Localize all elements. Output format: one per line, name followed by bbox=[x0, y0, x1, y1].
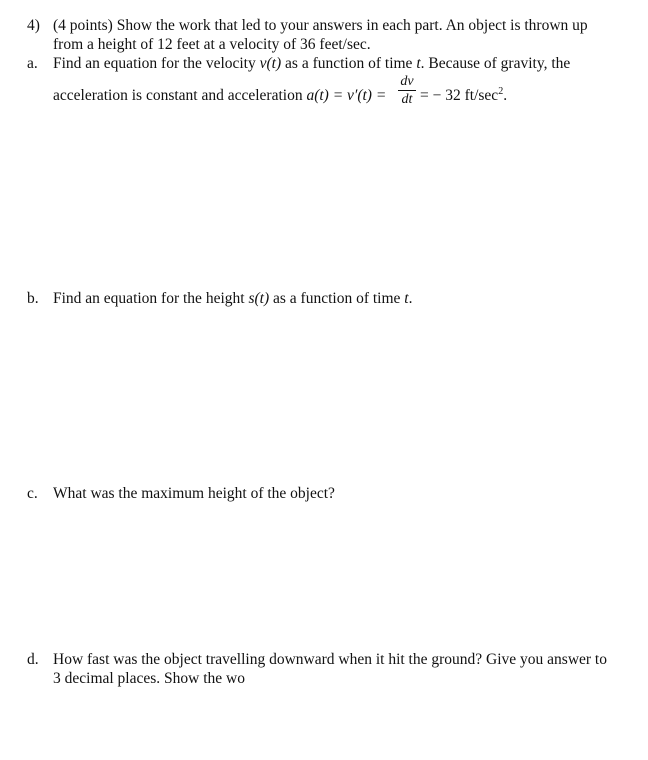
problem-intro-line2: from a height of 12 feet at a velocity of 36 feet/sec. bbox=[53, 36, 371, 53]
part-c-letter: c. bbox=[27, 485, 38, 502]
part-d-letter: d. bbox=[27, 651, 39, 668]
fraction-numerator: dv bbox=[400, 74, 414, 89]
problem-number: 4) bbox=[27, 17, 40, 34]
derivative-fraction bbox=[398, 74, 416, 107]
fraction-denominator: dt bbox=[401, 92, 413, 107]
part-a-line2: acceleration is constant and acceleration a(t) = v′(t) = bbox=[53, 87, 387, 104]
part-c-text: What was the maximum height of the object? bbox=[53, 485, 335, 502]
problem-intro-line1: (4 points) Show the work that led to your answers in each part. An object is thrown up bbox=[53, 17, 588, 34]
part-a-line1: Find an equation for the velocity v(t) as a function of time t. Because of gravity, the bbox=[53, 55, 571, 72]
fraction-bar bbox=[398, 90, 416, 91]
part-d-line2: 3 decimal places. Show the wo bbox=[53, 670, 245, 687]
part-d-line1: How fast was the object travelling downward when it hit the ground? Give you answer to bbox=[53, 651, 607, 668]
part-b-letter: b. bbox=[27, 290, 39, 307]
acceleration-value: = − 32 $ft/\sec^2$. bbox=[420, 86, 508, 104]
part-a-letter: a. bbox=[27, 55, 38, 72]
part-b-text: Find an equation for the height s(t) as a function of time t. bbox=[53, 290, 413, 307]
